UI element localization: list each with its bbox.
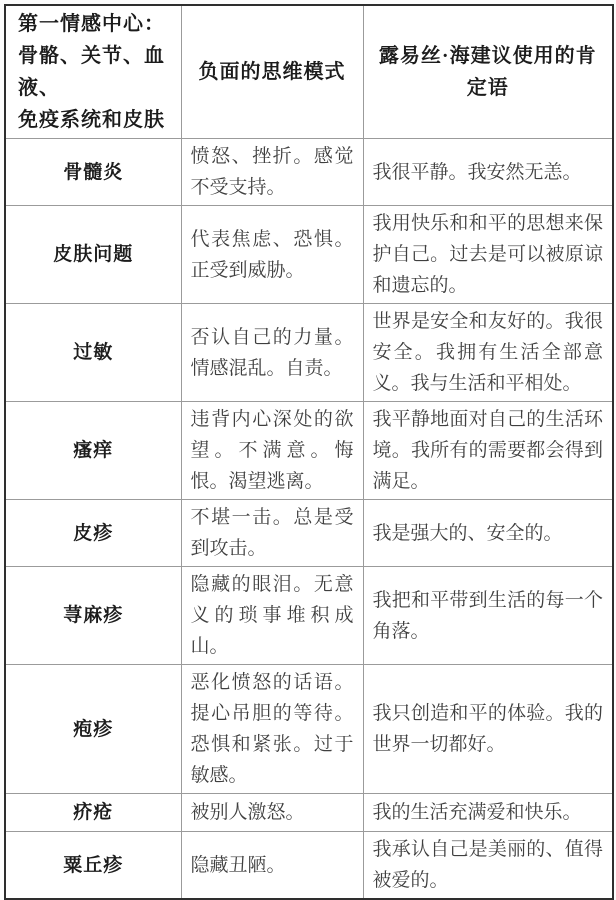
table-row: [5, 139, 613, 206]
negative-pattern-cell: 不堪一击。总是受到攻击。: [181, 500, 363, 567]
table-row: [5, 794, 613, 832]
negative-pattern-cell: 隐藏的眼泪。无意义的琐事堆积成山。: [181, 567, 363, 665]
affirmation-cell: 我很平静。我安然无恙。: [363, 139, 613, 206]
table-row: [5, 304, 613, 402]
affirmation-cell: 我是强大的、安全的。: [363, 500, 613, 567]
affirmation-cell: 我把和平带到生活的每一个角落。: [363, 567, 613, 665]
header-emotional-center: [5, 5, 181, 139]
header-affirmation: 露易丝·海建议使用的肯定语: [363, 5, 613, 139]
table-row: [5, 665, 613, 794]
condition-cell: 瘙痒: [5, 402, 181, 500]
condition-cell: 疥疮: [5, 794, 181, 832]
negative-pattern-cell: 被别人激怒。: [181, 794, 363, 832]
header-emotional-center-line: 骨骼、关节、血液、: [18, 45, 165, 99]
header-emotional-center-line: 免疫系统和皮肤: [18, 109, 165, 131]
affirmation-cell: 我只创造和平的体验。我的世界一切都好。: [363, 665, 613, 794]
condition-cell: 粟丘疹: [5, 832, 181, 900]
condition-cell: 过敏: [5, 304, 181, 402]
negative-pattern-cell: 愤怒、挫折。感觉不受支持。: [181, 139, 363, 206]
condition-cell: 皮疹: [5, 500, 181, 567]
condition-cell: 荨麻疹: [5, 567, 181, 665]
condition-cell: 皮肤问题: [5, 206, 181, 304]
condition-cell: 疱疹: [5, 665, 181, 794]
table-row: [5, 500, 613, 567]
negative-pattern-cell: 代表焦虑、恐惧。正受到威胁。: [181, 206, 363, 304]
affirmation-cell: 我用快乐和和平的思想来保护自己。过去是可以被原谅和遗忘的。: [363, 206, 613, 304]
table-row: [5, 567, 613, 665]
affirmation-cell: 世界是安全和友好的。我很安全。我拥有生活全部意义。我与生活和平相处。: [363, 304, 613, 402]
negative-pattern-cell: 隐藏丑陋。: [181, 832, 363, 900]
condition-cell: 骨髓炎: [5, 139, 181, 206]
negative-pattern-cell: 否认自己的力量。情感混乱。自责。: [181, 304, 363, 402]
table-row: [5, 206, 613, 304]
affirmation-cell: 我的生活充满爱和快乐。: [363, 794, 613, 832]
header-negative-pattern: 负面的思维模式: [181, 5, 363, 139]
affirmation-cell: 我承认自己是美丽的、值得被爱的。: [363, 832, 613, 900]
affirmation-cell: 我平静地面对自己的生活环境。我所有的需要都会得到满足。: [363, 402, 613, 500]
affirmations-table: [4, 4, 614, 900]
table-row: [5, 402, 613, 500]
header-row: [5, 5, 613, 139]
header-emotional-center-line: 第一情感中心：: [18, 13, 165, 35]
negative-pattern-cell: 违背内心深处的欲望。不满意。悔恨。渴望逃离。: [181, 402, 363, 500]
negative-pattern-cell: 恶化愤怒的话语。提心吊胆的等待。恐惧和紧张。过于敏感。: [181, 665, 363, 794]
